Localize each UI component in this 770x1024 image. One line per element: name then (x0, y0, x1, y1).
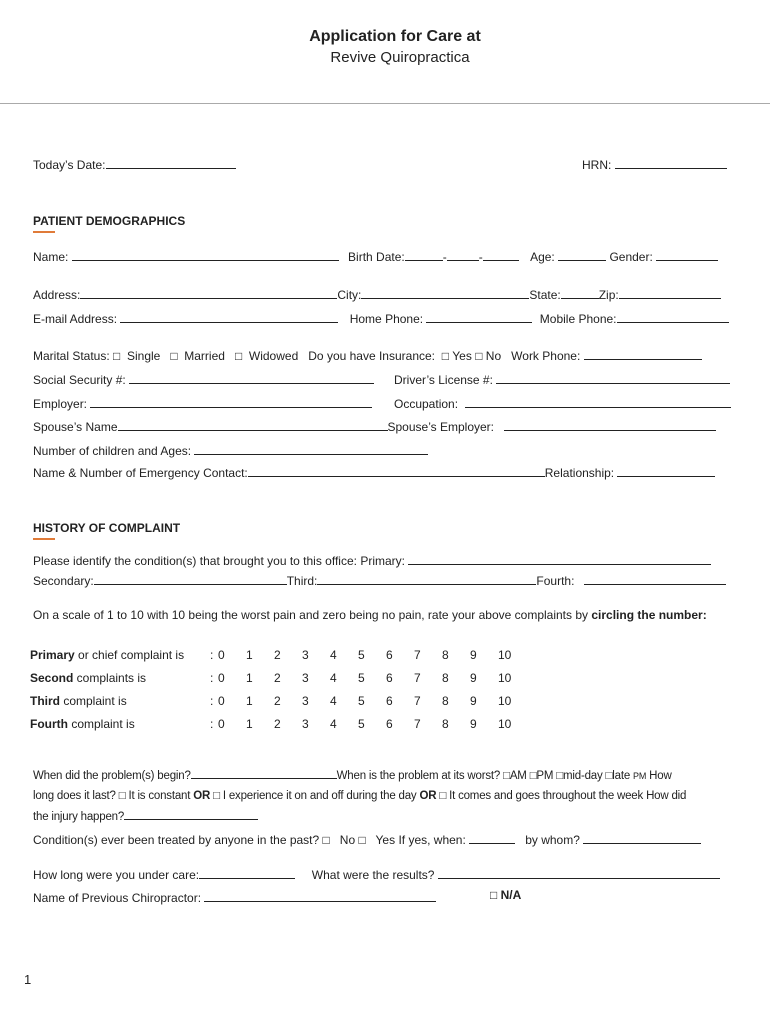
spouse-employer-field[interactable] (504, 419, 716, 431)
pain-scale-table (30, 643, 526, 735)
pain-scale-number[interactable]: 0 (218, 670, 225, 685)
occupation-field[interactable] (465, 396, 731, 408)
insurance-label: Do you have Insurance: (308, 349, 436, 363)
demographics-heading: PATIENT DEMOGRAPHICS (33, 214, 186, 228)
form-title: Application for Care at (309, 28, 481, 45)
pain-scale-number[interactable]: 5 (358, 670, 365, 685)
married-checkbox[interactable]: □ (170, 349, 178, 363)
how-long-label: How (649, 770, 672, 782)
identify-label: Please identify the condition(s) that brought you to this office: (33, 554, 357, 568)
dash: - (442, 250, 447, 264)
week-label: It comes and goes throughout the week (449, 790, 644, 802)
clinic-name: Revive Quiropractica (330, 49, 470, 66)
pain-scale-row (30, 666, 526, 689)
pain-scale-number[interactable]: 6 (386, 647, 393, 662)
spouse-name-label: Spouse’s Name (33, 420, 118, 434)
address-row (33, 287, 721, 302)
pain-scale-number[interactable]: 7 (414, 670, 421, 685)
third-field[interactable] (317, 573, 536, 585)
hrn-field[interactable] (615, 157, 727, 169)
drivers-license-label: Driver’s License #: (394, 373, 493, 387)
pain-scale-number[interactable]: 7 (414, 693, 421, 708)
employer-field[interactable] (90, 396, 372, 408)
pain-scale-number[interactable]: 2 (274, 693, 281, 708)
pain-scale-number[interactable]: 8 (442, 670, 449, 685)
gender-label: Gender: (609, 250, 653, 264)
pain-scale-number[interactable]: 6 (386, 716, 393, 731)
pain-scale-number[interactable]: 7 (414, 716, 421, 731)
complaint-label (30, 712, 210, 735)
age-field[interactable] (558, 249, 606, 261)
pain-scale-number[interactable]: 9 (470, 693, 477, 708)
pm-checkbox[interactable]: □PM (529, 770, 554, 782)
name-label: Name: (33, 250, 69, 264)
address-label: Address: (33, 288, 81, 302)
pain-scale-number[interactable]: 9 (470, 647, 477, 662)
pain-scale-number[interactable]: 0 (218, 647, 225, 662)
pain-scale-number[interactable]: 9 (470, 670, 477, 685)
mobile-phone-field[interactable] (617, 311, 729, 323)
state-label: State: (529, 288, 561, 302)
on-off-checkbox[interactable]: □ (213, 790, 220, 802)
pain-scale-number[interactable]: 4 (330, 693, 337, 708)
history-heading: HISTORY OF COMPLAINT (33, 521, 181, 535)
pain-scale-number[interactable]: 9 (470, 716, 477, 731)
insurance-yes-checkbox[interactable]: □ (441, 349, 449, 363)
constant-checkbox[interactable]: □ (118, 790, 126, 802)
contact-row (33, 311, 729, 326)
care-row (33, 867, 720, 882)
state-field[interactable] (561, 287, 599, 299)
gender-field[interactable] (656, 249, 718, 261)
children-field[interactable] (194, 443, 428, 455)
treated-yes-label: Yes (375, 833, 396, 847)
complaint-label-bold: Third (30, 693, 60, 708)
week-checkbox[interactable]: □ (439, 790, 447, 802)
by-whom-field[interactable] (583, 832, 701, 844)
date-label: Today’s Date: (33, 158, 106, 172)
pain-scale-number[interactable]: 8 (442, 716, 449, 731)
scale-colon: : (210, 693, 214, 708)
date-field[interactable] (106, 157, 236, 169)
pain-scale-row (30, 689, 526, 712)
home-phone-label: Home Phone: (349, 312, 424, 326)
scale-instruction (33, 608, 707, 622)
complaint-label-text: complaints is (73, 670, 147, 685)
insurance-yes-label: Yes (452, 349, 472, 363)
pain-scale-row (30, 712, 526, 735)
pain-scale-number[interactable]: 10 (498, 716, 512, 731)
pain-scale-number[interactable]: 1 (246, 716, 253, 731)
pain-scale-number[interactable]: 10 (498, 670, 512, 685)
when-begin-label: When did the problem(s) begin? (33, 770, 191, 782)
married-label: Married (184, 349, 225, 363)
widowed-label: Widowed (248, 349, 299, 363)
history-accent (33, 538, 55, 540)
address-field[interactable] (80, 287, 337, 299)
pain-scale-number[interactable]: 5 (358, 647, 365, 662)
emergency-contact-label: Name & Number of Emergency Contact: (33, 466, 248, 480)
treated-row (33, 832, 701, 847)
duration-row (33, 790, 686, 802)
header-divider (0, 103, 770, 104)
scale-text: On a scale of 1 to 10 with 10 being the worst pain and zero being no pain, rate your above complaints by (33, 608, 589, 622)
email-label: E-mail Address: (33, 312, 118, 326)
pain-scale-number[interactable]: 8 (442, 693, 449, 708)
hrn-label: HRN: (582, 158, 612, 172)
birth-year-field[interactable] (483, 249, 519, 261)
pain-scale-number[interactable]: 2 (274, 647, 281, 662)
pain-scale-number[interactable]: 1 (246, 670, 253, 685)
city-label: City: (337, 288, 362, 302)
pain-scale-number[interactable]: 3 (302, 647, 309, 662)
injury-field[interactable] (124, 808, 258, 820)
birth-date-label: Birth Date: (348, 250, 405, 264)
pain-scale-number[interactable]: 5 (358, 716, 365, 731)
complaint-label (30, 689, 210, 712)
zip-field[interactable] (619, 287, 721, 299)
marital-status-label: Marital Status: (33, 349, 110, 363)
occupation-label: Occupation: (394, 397, 459, 411)
employer-row (33, 396, 372, 411)
pain-scale-number[interactable]: 3 (302, 716, 309, 731)
city-field[interactable] (361, 287, 529, 299)
children-label: Number of children and Ages: (33, 444, 192, 458)
late-checkbox[interactable]: □late (605, 770, 631, 782)
complaint-label (30, 666, 210, 689)
birth-month-field[interactable] (405, 249, 443, 261)
scale-bold-text: circling the number: (591, 608, 707, 622)
insurance-no-checkbox[interactable]: □ (475, 349, 483, 363)
marital-row (33, 348, 702, 363)
pain-scale-number[interactable]: 2 (274, 716, 281, 731)
pain-scale-number[interactable]: 4 (330, 716, 337, 731)
pain-scale-number[interactable]: 4 (330, 670, 337, 685)
treated-label: Condition(s) ever been treated by anyone in the past? (33, 833, 320, 847)
date-row (33, 157, 236, 172)
pain-scale-number[interactable]: 6 (386, 693, 393, 708)
occupation-row (394, 396, 731, 411)
pain-scale-number[interactable]: 2 (274, 670, 281, 685)
home-phone-field[interactable] (426, 311, 532, 323)
single-label: Single (126, 349, 161, 363)
when-begin-field[interactable] (191, 767, 337, 779)
complaint-label-bold: Fourth (30, 716, 68, 731)
previous-chiropractor-field[interactable] (204, 890, 436, 902)
treated-no-checkbox[interactable]: □ (322, 833, 330, 847)
or-label: OR (193, 790, 211, 802)
constant-label: It is constant (128, 790, 191, 802)
age-label: Age: (530, 250, 555, 264)
complaint-label (30, 643, 210, 666)
complaint-label-bold: Primary (30, 647, 75, 662)
pain-scale-number[interactable]: 4 (330, 647, 337, 662)
pain-scale-number[interactable]: 10 (498, 647, 512, 662)
third-label: Third: (286, 574, 318, 588)
emergency-row (33, 465, 715, 480)
complaint-label-bold: Second (30, 670, 74, 685)
results-field[interactable] (438, 867, 720, 879)
pain-scale-number[interactable]: 1 (246, 647, 253, 662)
spouse-employer-label: Spouse’s Employer: (387, 420, 494, 434)
hrn-row (582, 157, 727, 172)
name-row (33, 249, 718, 264)
begin-row (33, 767, 672, 782)
spouse-row (33, 419, 716, 434)
na-checkbox[interactable]: □ (490, 888, 498, 902)
fourth-label: Fourth: (536, 574, 575, 588)
or-label: OR (419, 790, 437, 802)
single-checkbox[interactable]: □ (113, 349, 121, 363)
page-number: 1 (24, 972, 32, 987)
demographics-accent (33, 231, 55, 233)
when-treated-field[interactable] (469, 832, 515, 844)
am-checkbox[interactable]: □AM (503, 770, 527, 782)
pain-scale-number[interactable]: 0 (218, 693, 225, 708)
pain-scale-number[interactable]: 10 (498, 693, 512, 708)
pain-scale-number[interactable]: 6 (386, 670, 393, 685)
scale-colon: : (210, 716, 214, 731)
injury-row (33, 808, 258, 823)
spouse-name-field[interactable] (118, 419, 388, 431)
pain-scale-number[interactable]: 7 (414, 647, 421, 662)
complaint-label-text: or chief complaint is (74, 647, 185, 662)
drivers-license-field[interactable] (496, 372, 730, 384)
scale-colon: : (210, 647, 214, 662)
if-yes-label: If yes, when: (398, 833, 466, 847)
complaint-label-text: complaint is (68, 716, 135, 731)
ssn-label: Social Security #: (33, 373, 126, 387)
pain-scale-number[interactable]: 3 (302, 670, 309, 685)
work-phone-label: Work Phone: (511, 349, 581, 363)
results-label: What were the results? (311, 868, 435, 882)
na-label: N/A (500, 888, 522, 902)
employer-label: Employer: (33, 397, 88, 411)
children-row (33, 443, 428, 458)
previous-chiropractor-label: Name of Previous Chiropractor: (33, 891, 202, 905)
license-row (394, 372, 730, 387)
secondary-field[interactable] (94, 573, 287, 585)
treated-yes-checkbox[interactable]: □ (358, 833, 366, 847)
dash: - (478, 250, 483, 264)
midday-checkbox[interactable]: □mid-day (556, 770, 603, 782)
secondary-label: Secondary: (33, 574, 94, 588)
ssn-row (33, 372, 374, 387)
mobile-phone-label: Mobile Phone: (539, 312, 617, 326)
chiro-row (33, 890, 436, 905)
primary-label: Primary: (360, 554, 405, 568)
how-did-label: How did (646, 790, 687, 802)
identify-row (33, 553, 711, 568)
widowed-checkbox[interactable]: □ (234, 349, 243, 363)
zip-label: Zip: (598, 288, 619, 302)
na-row (490, 888, 521, 902)
pain-scale-number[interactable]: 5 (358, 693, 365, 708)
scale-colon: : (210, 670, 214, 685)
under-care-label: How long were you under care: (33, 868, 200, 882)
pain-scale-row (30, 643, 526, 666)
complaint-label-text: complaint is (60, 693, 127, 708)
secondary-row (33, 573, 726, 588)
email-field[interactable] (120, 311, 338, 323)
ssn-field[interactable] (129, 372, 374, 384)
when-worst-label: When is the problem at its worst? (336, 770, 501, 782)
fourth-field[interactable] (584, 573, 726, 585)
late-pm-label: PM (633, 771, 647, 781)
pain-scale-number[interactable]: 1 (246, 693, 253, 708)
long-last-label: long does it last? (33, 790, 116, 802)
insurance-no-label: No (485, 349, 502, 363)
under-care-field[interactable] (199, 867, 295, 879)
emergency-contact-field[interactable] (248, 465, 545, 477)
injury-label: the injury happen? (33, 811, 125, 823)
relationship-label: Relationship: (544, 466, 615, 480)
primary-field[interactable] (408, 553, 711, 565)
name-field[interactable] (72, 249, 339, 261)
relationship-field[interactable] (617, 465, 715, 477)
on-off-label: I experience it on and off during the day (222, 790, 417, 802)
birth-day-field[interactable] (447, 249, 479, 261)
treated-no-label: No (339, 833, 356, 847)
pain-scale-number[interactable]: 3 (302, 693, 309, 708)
pain-scale-number[interactable]: 0 (218, 716, 225, 731)
work-phone-field[interactable] (584, 348, 702, 360)
by-whom-label: by whom? (525, 833, 580, 847)
pain-scale-number[interactable]: 8 (442, 647, 449, 662)
